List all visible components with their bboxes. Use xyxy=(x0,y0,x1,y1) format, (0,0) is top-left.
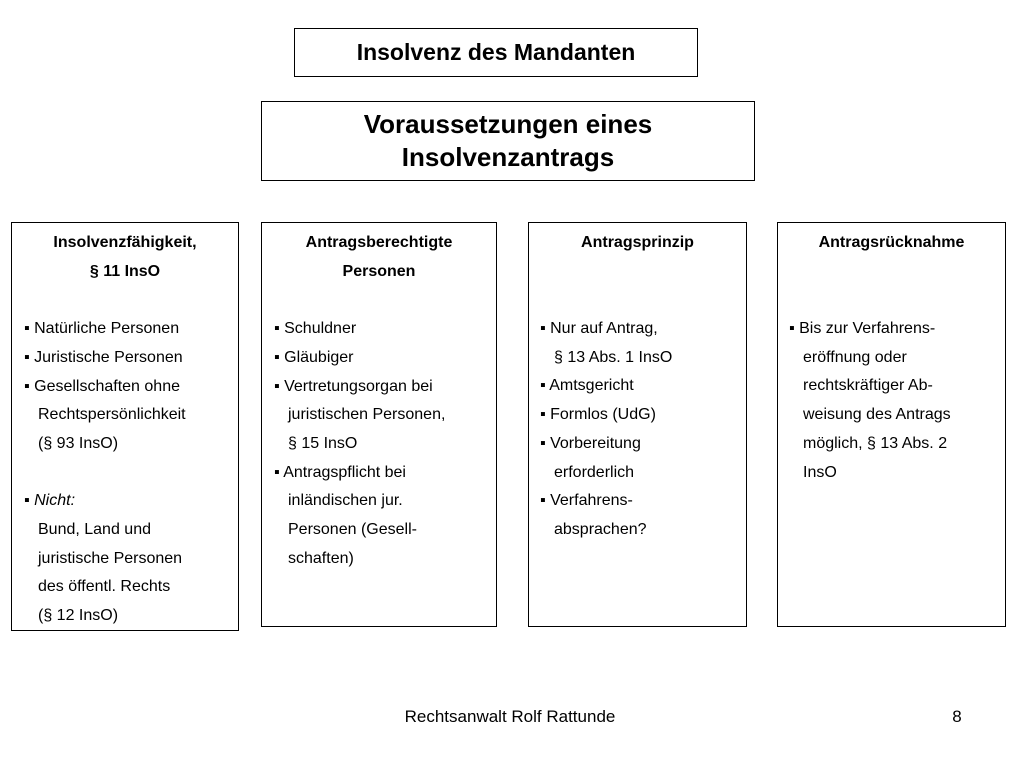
column-heading-line: Antragsrücknahme xyxy=(818,234,965,251)
list-item-continuation: möglich, § 13 Abs. 2 xyxy=(803,434,948,452)
subtitle-line-2: Insolvenzantrags xyxy=(401,142,615,172)
list-item-label-nicht: Nicht: xyxy=(34,492,76,510)
list-item-continuation: absprachen? xyxy=(554,521,647,538)
list-item-continuation: Personen (Gesell- xyxy=(288,521,417,539)
list-item-continuation: juristischen Personen, xyxy=(288,406,446,424)
list-item: ▪ Formlos (UdG) xyxy=(540,406,656,424)
subtitle-box xyxy=(261,101,755,181)
bullet: ▪ xyxy=(24,492,35,510)
page-number: 8 xyxy=(952,707,962,726)
column-heading-line: § 11 InsO xyxy=(89,262,161,280)
list-item-continuation: juristische Personen xyxy=(38,549,183,567)
list-item: ▪ Gläubiger xyxy=(274,348,354,366)
list-item-continuation: inländischen jur. xyxy=(288,492,403,510)
list-item-continuation: InsO xyxy=(803,463,837,481)
list-item: ▪ Juristische Personen xyxy=(24,348,183,366)
column-heading-line: Personen xyxy=(342,262,416,280)
list-item: ▪ Natürliche Personen xyxy=(24,320,180,338)
list-item-continuation: eröffnung oder xyxy=(803,348,907,366)
column-antragsprinzip xyxy=(528,222,747,627)
column-heading-line: Antragsberechtigte xyxy=(305,234,453,251)
list-item: ▪ Amtsgericht xyxy=(540,377,634,395)
column-insolvenzfaehigkeit xyxy=(11,222,239,631)
list-item-continuation: § 15 InsO xyxy=(288,434,358,452)
list-item-continuation: rechtskräftiger Ab- xyxy=(803,377,933,395)
list-item: ▪ Vorbereitung xyxy=(540,434,641,452)
main-title: Insolvenz des Mandanten xyxy=(356,39,636,65)
list-item: ▪ Vertretungsorgan bei xyxy=(274,377,433,395)
list-item: ▪ Antragspflicht bei xyxy=(274,463,406,481)
list-item-continuation: (§ 93 InsO) xyxy=(38,434,119,452)
list-item: ▪ Verfahrens- xyxy=(540,492,633,510)
list-item-continuation: § 13 Abs. 1 InsO xyxy=(554,348,673,366)
list-item-continuation: Rechtspersönlichkeit xyxy=(38,406,186,424)
list-item-continuation: Bund, Land und xyxy=(38,521,151,538)
column-heading-line: Insolvenzfähigkeit, xyxy=(53,234,197,251)
list-item: ▪ Gesellschaften ohne xyxy=(24,377,180,395)
list-item-continuation: schaften) xyxy=(288,549,354,567)
list-item: ▪ Bis zur Verfahrens- xyxy=(789,320,936,338)
column-heading-line: Antragsprinzip xyxy=(581,234,694,251)
list-item xyxy=(24,487,238,516)
list-item-continuation: erforderlich xyxy=(554,463,635,481)
column-antragsberechtigte-personen xyxy=(261,222,497,627)
list-item: ▪ Nur auf Antrag, xyxy=(540,320,658,338)
subtitle-line-1: Voraussetzungen eines xyxy=(363,109,653,139)
main-title-box xyxy=(294,28,698,77)
list-item: ▪ Schuldner xyxy=(274,320,357,338)
footer-author: Rechtsanwalt Rolf Rattunde xyxy=(404,707,616,726)
list-item-continuation: (§ 12 InsO) xyxy=(38,607,119,625)
list-item-continuation: des öffentl. Rechts xyxy=(38,578,171,596)
list-item-continuation: weisung des Antrags xyxy=(803,406,951,424)
column-antragsruecknahme xyxy=(777,222,1006,627)
